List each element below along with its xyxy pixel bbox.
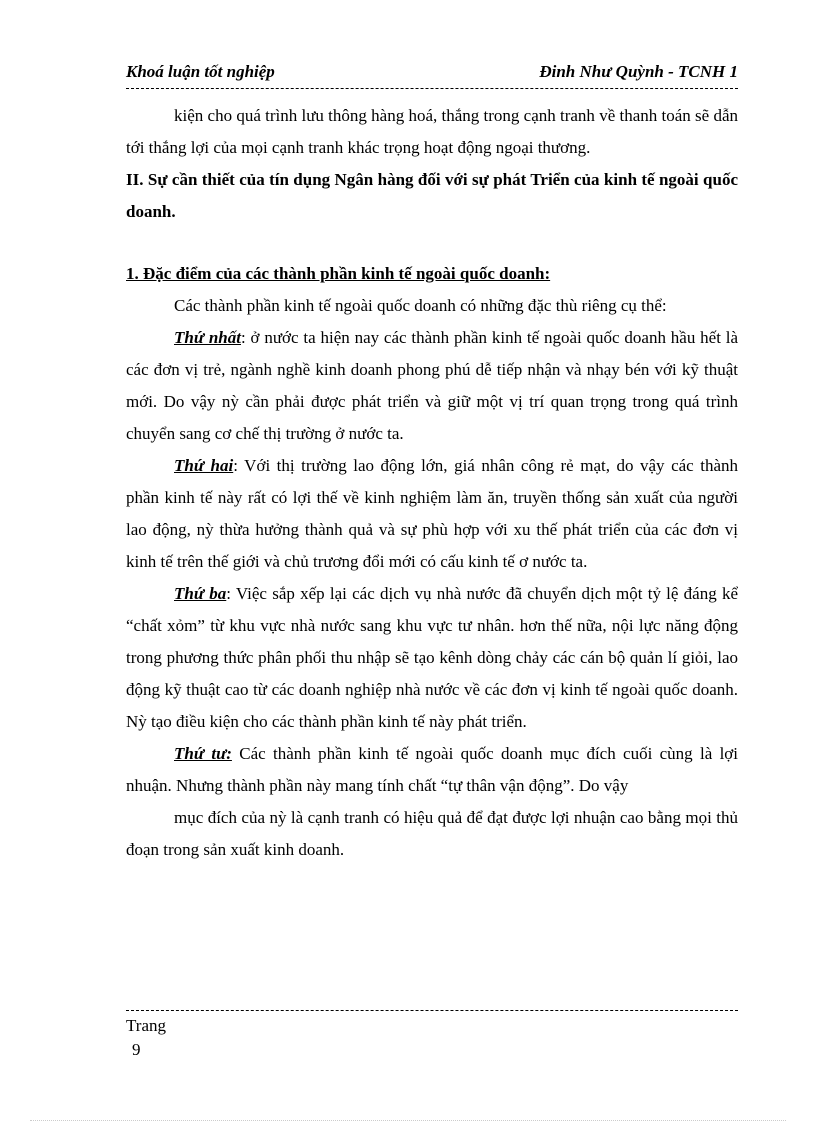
section-heading: II. Sự cần thiết của tín dụng Ngân hàng đối với sự phát Triển của kinh tế ngoài quốc doanh. <box>126 170 738 221</box>
lead-first: Thứ nhất <box>174 328 241 347</box>
page-bottom-border <box>30 1120 786 1121</box>
lead-fourth: Thứ tư: <box>174 744 232 763</box>
page-header <box>126 62 738 86</box>
header-divider <box>126 88 738 89</box>
text-fourth: Các thành phần kinh tế ngoài quốc doanh mục đích cuối cùng là lợi nhuận. Nhưng thành phần này mang tính chất “tự thân vận động”. Do vậy <box>126 744 739 795</box>
footer-page-number: 9 <box>132 1040 141 1059</box>
lead-third: Thứ ba <box>174 584 227 603</box>
text-second: : Với thị trường lao động lớn, giá nhân công rẻ mạt, do vậy các thành phần kinh tế này rất có lợi thế về kinh nghiệm làm ăn, truyền thống sản xuất của người lao động, nỳ thừa hưởng thành quả và sự phù hợp với xu thế phát triển của các đơn vị kinh tế trên thế giới và chủ trương đổi mới có cấu kinh tế ơ nước ta. <box>126 456 739 571</box>
paragraph-last: mục đích của nỳ là cạnh tranh có hiệu quả để đạt được lợi nhuận cao bằng mọi thủ đoạn trong sản xuất kinh doanh. <box>126 808 738 859</box>
footer-page-label: Trang <box>126 1016 166 1035</box>
paragraph-continuation: kiện cho quá trình lưu thông hàng hoá, thắng trong cạnh tranh về thanh toán sẽ dẫn tới thắng lợi của mọi cạnh tranh khác trọng hoạt động ngoại thương. <box>126 106 738 157</box>
header-thesis-title: Khoá luận tốt nghiệp <box>126 62 275 81</box>
text-first: : ở nước ta hiện nay các thành phần kinh tế ngoài quốc doanh hầu hết là các đơn vị trẻ, ngành nghề kinh doanh phong phú dễ tiếp nhận và nhạy bén với kỹ thuật mới. Do vậy nỳ cần phải được phát triển và giữ một vị trí quan trọng trong quá trình chuyển sang cơ chế thị trường ở nước ta. <box>126 328 739 443</box>
text-third: : Việc sắp xếp lại các dịch vụ nhà nước đã chuyển dịch một tỷ lệ đáng kể “chất xỏm” từ khu vực nhà nước sang khu vực tư nhân. hơn thế nữa, nội lực năng động trong phương thức phân phối thu nhập sẽ tạo kênh dòng chảy các cán bộ quản lí giỏi, lao động kỹ thuật cao từ các doanh nghiệp nhà nước về các đơn vị kinh tế ngoài quốc doanh. Nỳ tạo điều kiện cho các thành phần kinh tế này phát triển. <box>126 584 738 731</box>
paragraph-second <box>126 450 738 578</box>
paragraph-third <box>126 578 738 738</box>
footer-divider <box>126 1010 738 1011</box>
paragraph-fourth <box>126 738 738 802</box>
lead-second: Thứ hai <box>174 456 234 475</box>
header-author: Đinh Như Quỳnh - TCNH 1 <box>539 62 738 81</box>
paragraph-intro: Các thành phần kinh tế ngoài quốc doanh có những đặc thù riêng cụ thể: <box>174 296 667 315</box>
subsection-heading: 1. Đặc điểm của các thành phần kinh tế ngoài quốc doanh: <box>126 264 551 283</box>
paragraph-first <box>126 322 738 450</box>
page-footer <box>126 1014 166 1062</box>
document-body <box>126 100 738 866</box>
